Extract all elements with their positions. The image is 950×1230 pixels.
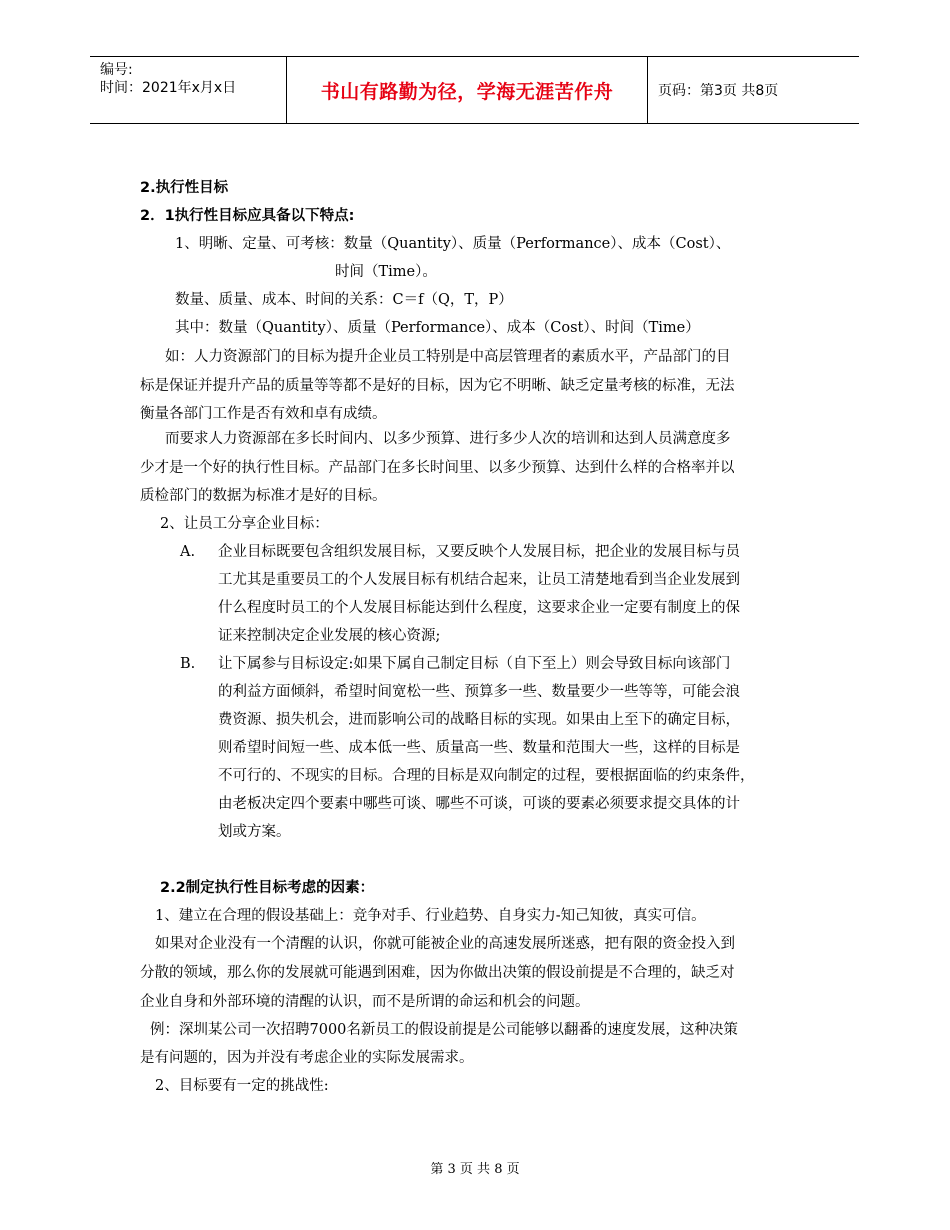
- paragraph-line: 划或方案。: [218, 824, 291, 840]
- paragraph-line: 2、目标要有一定的挑战性:: [155, 1078, 329, 1094]
- paragraph-line: 如：人力资源部门的目标为提升企业员工特别是中高层管理者的素质水平，产品部门的目: [165, 349, 731, 365]
- subsection-heading: 2．1执行性目标应具备以下特点:: [140, 208, 355, 224]
- paragraph-line: 企业目标既要包含组织发展目标，又要反映个人发展目标，把企业的发展目标与员: [218, 544, 740, 560]
- paragraph-line: 少才是一个好的执行性目标。产品部门在多长时间里、以多少预算、达到什么样的合格率并以: [140, 460, 735, 476]
- paragraph-line: 什么程度时员工的个人发展目标能达到什么程度，这要求企业一定要有制度上的保: [218, 600, 740, 616]
- paragraph-line: 1、明晰、定量、可考核：数量（Quantity）、质量（Performance）、成本（Cost）、: [175, 236, 731, 252]
- paragraph-line: 是有问题的，因为并没有考虑企业的实际发展需求。: [140, 1050, 474, 1066]
- paragraph-line: 费资源、损失机会，进而影响公司的战略目标的实现。如果由上至下的确定目标，: [218, 712, 740, 728]
- paragraph-line: 时间（Time）。: [335, 264, 437, 280]
- paragraph-line: 则希望时间短一些、成本低一些、质量高一些、数量和范围大一些，这样的目标是: [218, 740, 740, 756]
- paragraph-line: 数量、质量、成本、时间的关系：C＝f（Q，T，P）: [175, 292, 513, 308]
- paragraph-line: 质检部门的数据为标准才是好的目标。: [140, 488, 387, 504]
- paragraph-line: 衡量各部门工作是否有效和卓有成绩。: [140, 406, 387, 422]
- paragraph-line: 如果对企业没有一个清醒的认识，你就可能被企业的高速发展所迷惑，把有限的资金投入到: [155, 936, 735, 952]
- paragraph-line: 其中：数量（Quantity）、质量（Performance）、成本（Cost）、时间（Time）: [175, 320, 700, 336]
- number-label: 编号:: [100, 62, 133, 78]
- motto: 书山有路勤为径，学海无涯苦作舟: [320, 80, 614, 103]
- paragraph-line: 的利益方面倾斜，希望时间宽松一些、预算多一些、数量要少一些等等，可能会浪: [218, 684, 740, 700]
- paragraph-line: 1、建立在合理的假设基础上：竞争对手、行业趋势、自身实力-知己知彼，真实可信。: [155, 908, 706, 924]
- paragraph-line: 工尤其是重要员工的个人发展目标有机结合起来，让员工清楚地看到当企业发展到: [218, 572, 740, 588]
- time-label: 时间：2021年x月x日: [100, 80, 237, 96]
- page-info: 页码：第3页 共8页: [658, 83, 779, 99]
- list-marker: B.: [180, 656, 196, 672]
- header-page-cell: [648, 57, 859, 123]
- section-heading: 2.执行性目标: [140, 180, 229, 196]
- paragraph-line: 由老板决定四个要素中哪些可谈、哪些不可谈，可谈的要素必须要求提交具体的计: [218, 796, 740, 812]
- paragraph-line: 而要求人力资源部在多长时间内、以多少预算、进行多少人次的培训和达到人员满意度多: [165, 431, 731, 447]
- paragraph-line: 企业自身和外部环境的清醒的认识，而不是所谓的命运和机会的问题。: [140, 994, 590, 1010]
- header-meta: [90, 57, 286, 123]
- subsection-heading: 2.2制定执行性目标考虑的因素：: [160, 880, 375, 896]
- list-marker: A.: [180, 544, 196, 560]
- page-header: [90, 56, 859, 124]
- header-motto-cell: [286, 57, 648, 123]
- paragraph-line: 分散的领域，那么你的发展就可能遇到困难，因为你做出决策的假设前提是不合理的，缺乏对: [140, 965, 735, 981]
- paragraph-line: 证来控制决定企业发展的核心资源;: [218, 628, 441, 644]
- page-footer: 第 3 页 共 8 页: [430, 1162, 520, 1177]
- paragraph-line: 不可行的、不现实的目标。合理的目标是双向制定的过程，要根据面临的约束条件，: [218, 768, 755, 784]
- paragraph-line: 2、让员工分享企业目标：: [160, 516, 329, 532]
- paragraph-line: 例：深圳某公司一次招聘7000名新员工的假设前提是公司能够以翻番的速度发展，这种决策: [150, 1022, 738, 1038]
- paragraph-line: 让下属参与目标设定:如果下属自己制定目标（自下至上）则会导致目标向该部门: [218, 656, 731, 672]
- paragraph-line: 标是保证并提升产品的质量等等都不是好的目标，因为它不明晰、缺乏定量考核的标准，无法: [140, 378, 735, 394]
